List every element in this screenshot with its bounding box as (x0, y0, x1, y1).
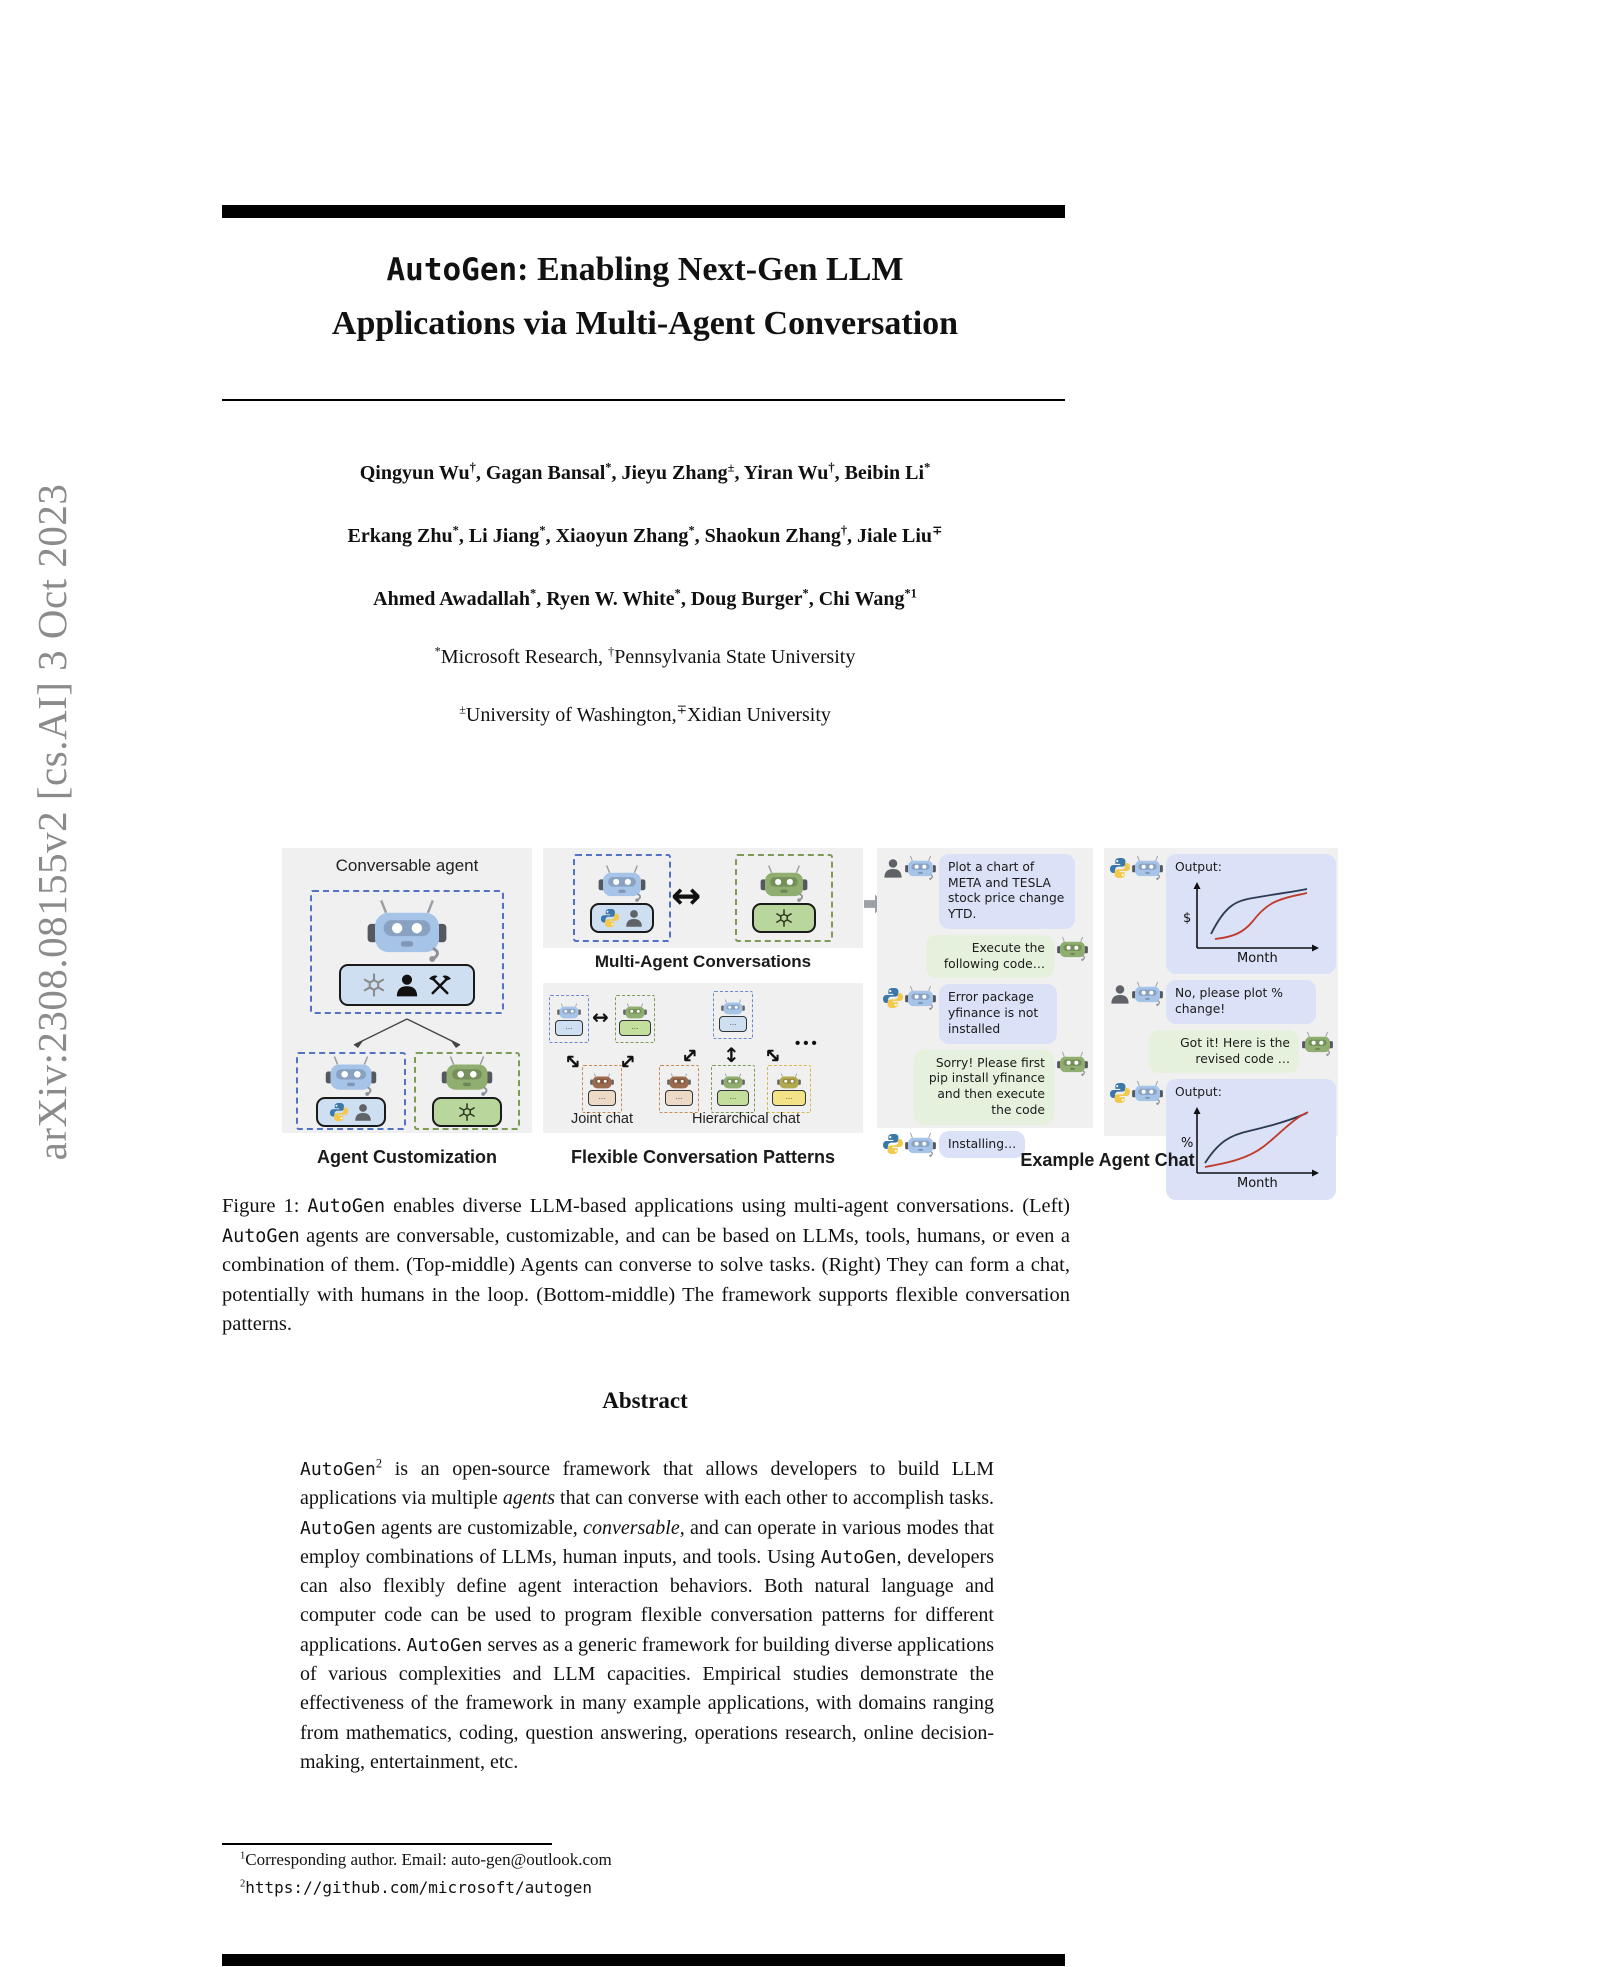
robot-head-icon (623, 1003, 647, 1019)
avatar-group (1109, 854, 1163, 880)
chat-bubble: Got it! Here is the revised code … (1149, 1030, 1299, 1073)
agent-backend-box (432, 1097, 502, 1127)
joint-arrow-h: ↔ (592, 1005, 609, 1029)
agent-backend-box (339, 964, 475, 1006)
executor-robot-icon (905, 985, 936, 1010)
chat-bubble: No, please plot % change! (1166, 980, 1316, 1023)
percent-change-chart (1175, 1103, 1327, 1194)
mini-agent-green (711, 1065, 755, 1113)
robot-head-icon (721, 999, 745, 1015)
llm-icon (774, 908, 794, 928)
chat-bubble: Error package yfinance is not installed (939, 984, 1057, 1043)
robot-icon-blue (325, 1055, 377, 1096)
joint-arrow-dl: ↔ (558, 1046, 588, 1076)
abstract-body: AutoGen$^2$ is an open-source framework that allows developers to build LLM applications via multiple agents that can converse with each other to accomplish tasks. AutoGen agents are customizable, conversable, and can operate in various modes that employ combinations of LLMs, human inputs, and tools. Using AutoGen, developers can also flexibly define agent interaction behaviors. Both natural language and computer code can be used to program flexible conversation patterns for different applications. AutoGen serves as a generic framework for building diverse applications of various complexities and LLM capacities. Empirical studies demonstrate the effectiveness of the framework in many example applications, with domains ranging from mathematics, coding, question answering, operations research, online decision-making, entertainment, etc. (300, 1456, 995, 1773)
user-icon (882, 857, 904, 879)
authors-line-3: Ahmed Awadallah*, Ryen W. White*, Doug Burger*, Chi Wang$^{*1}$ (373, 586, 917, 610)
mini-device: ... (719, 1016, 747, 1032)
python-icon (1109, 1082, 1131, 1104)
robot-head-icon (667, 1073, 691, 1089)
agent-backend-box (752, 903, 816, 933)
example-agent-chat-caption: Example Agent Chat (1020, 1150, 1195, 1170)
custom-agent-llm (414, 1052, 520, 1130)
hier-arrow-dl: ↔ (674, 1040, 704, 1070)
chat-message (882, 854, 1088, 929)
hier-arrow-v: ↕ (723, 1043, 740, 1067)
avatar-group (1057, 935, 1088, 961)
footnote-1 (240, 1850, 612, 1870)
avatar-group (1302, 1030, 1333, 1056)
chat-message (1109, 854, 1333, 974)
robot-icon-green (441, 1055, 493, 1096)
joint-chat-label: Joint chat (570, 1111, 634, 1127)
mini-device: ... (588, 1090, 616, 1106)
chat-message (882, 1050, 1088, 1125)
chat-message (1109, 980, 1333, 1023)
human-icon (394, 972, 420, 998)
mini-device: ... (665, 1090, 693, 1106)
conversable-agent-title: Conversable agent (335, 856, 479, 875)
avatar-group (1057, 1050, 1088, 1076)
robot-head-icon (557, 1003, 581, 1019)
conversation-arrow: ↔ (671, 876, 702, 917)
robot-icon-green (760, 864, 808, 902)
mini-device: ... (717, 1090, 749, 1106)
joint-arrow-dr: ↔ (612, 1046, 642, 1076)
stock-price-chart (1175, 878, 1327, 969)
hierarchical-chat-label: Hierarchical chat (692, 1111, 800, 1127)
footnote-1-text: Corresponding author. Email: auto-gen@outlook.com (245, 1850, 612, 1869)
agent-box-green (735, 854, 833, 942)
llm-icon (457, 1102, 477, 1122)
mini-agent-green (615, 995, 655, 1043)
human-icon (624, 908, 644, 928)
custom-agent-human-tool (296, 1052, 406, 1130)
specialization-arrows (322, 1017, 492, 1051)
assistant-robot-icon (1057, 936, 1088, 961)
output-bubble (1166, 854, 1336, 974)
figure-1 (225, 845, 1390, 1190)
figure-1-caption: Figure 1: AutoGen enables diverse LLM-based applications using multi-agent conversations. (Left) AutoGen agents are conversable, customizable, and can be based on LLMs, tools, humans, or even a combination of them. (Top-middle) Agents can converse to solve tasks. (Right) They can form a chat, potentially with humans in the loop. (Bottom-middle) The framework supports flexible conversation patterns. (222, 1195, 1070, 1335)
chat-bubble: Installing… (939, 1131, 1025, 1159)
bottom-rule (222, 1954, 1065, 1966)
affiliations-line-1: *Microsoft Research, †Pennsylvania State University (434, 644, 856, 668)
affiliations-line-2: ±University of Washington,∓Xidian University (459, 702, 831, 726)
python-icon (1109, 857, 1131, 879)
chat-column-1 (877, 848, 1093, 1151)
agent-customization-caption: Agent Customization (317, 1147, 497, 1167)
mini-agent-blue (713, 991, 753, 1039)
mini-device: ... (555, 1020, 583, 1036)
output-label: Output: (1175, 860, 1222, 874)
multi-agent-conversations-label: Multi-Agent Conversations (594, 952, 812, 971)
mini-agent-blue (549, 995, 589, 1043)
avatar-group (882, 984, 936, 1010)
human-icon (353, 1102, 373, 1122)
chat-message (1109, 1079, 1333, 1199)
chat-message (882, 935, 1088, 978)
chat-message (882, 984, 1088, 1043)
tools-icon (427, 972, 453, 998)
conversable-agent-box (310, 890, 504, 1014)
robot-icon-blue (598, 864, 646, 902)
python-icon (882, 987, 904, 1009)
footnote-1-marker: 1 (240, 1850, 246, 1862)
chat-message (1109, 1030, 1333, 1073)
footnote-2-marker: 2 (240, 1878, 246, 1890)
hier-arrow-dr: ↔ (758, 1040, 788, 1070)
executor-robot-icon (1132, 1080, 1163, 1105)
mini-device: ... (619, 1020, 651, 1036)
mini-agent-brown (659, 1065, 699, 1113)
paper-title (222, 243, 1068, 351)
robot-head-icon (590, 1073, 614, 1089)
abstract-heading: Abstract (602, 1388, 688, 1413)
flexible-patterns-caption: Flexible Conversation Patterns (570, 1147, 836, 1167)
assistant-robot-icon (1057, 1051, 1088, 1076)
title-line-2: Applications via Multi-Agent Conversation (331, 305, 959, 342)
title-autogen: AutoGen (386, 252, 518, 288)
agent-backend-box (316, 1097, 386, 1127)
avatar-group (882, 854, 936, 880)
robot-head-icon (721, 1073, 745, 1089)
paper-page: arXiv:2308.08155v2 [cs.AI] 3 Oct 2023 AutoGen: Enabling Next-Gen LLM Applications via Multi-Agent Conversation Qingyun Wu†, Gagan Bansal*, Jieyu Zhang±, Yiran Wu†, Beibin Li* Erkang Zhu*, Li Jiang*, Xiaoyun Zhang*, Shaokun Zhang†, Jiale Liu∓ Ahmed Awadallah*, Ryen W. White*, Doug Burger*, Chi Wang$^{*1}$ *Microsoft Research, †Pennsylvania State University ±University of Washington,∓Xidian University Conversable agent Agent Customization ↔ Multi-Agent Conversations ... ↔ ... ↔ ↔ ... Joint chat ... ↔ ↕ ↔ ... ... ... Hierarchical chat ••• Flexible Conversation Patterns Plot a chart of META and TESLA stock price change YTD. Execute the following code… Error package yfinance is not installed Sorry! Please first pip install yfinance and then execute the code Installing… Output: $ Month No, please plot % change! Got it! Here is the revised code … Output: % Month Example Agent Chat Figure 1: AutoGen enables diverse LLM-based applications using multi-agent conversations. (Left) AutoGen agents are conversable, customizable, and can be based on LLMs, tools, humans, or even a combination of them. (Top-middle) Agents can converse to solve tasks. (Right) They can form a chat, potentially with humans in the loop. (Bottom-middle) The framework supports flexible conversation patterns. Abstract AutoGen$^2$ is an open-source framework that allows developers to build LLM applications via multiple agents that can converse with each other to accomplish tasks. AutoGen agents are customizable, conversable, and can operate in various modes that employ combinations of LLMs, human inputs, and tools. Using AutoGen, developers can also flexibly define agent interaction behaviors. Both natural language and computer code can be used to program flexible conversation patterns for different applications. AutoGen serves as a generic framework for building diverse applications of various complexities and LLM capacities. Empirical studies demonstrate the effectiveness of the framework in many example applications, with domains ranging from mathematics, coding, question answering, operations research, online decision-making, entertainment, etc. $^1$Corresponding author. Email: auto-gen@outlook.com $^2$https://github.com/microsoft/autogen (0, 0, 1615, 1967)
user-icon (1109, 983, 1131, 1005)
footnote-rule (222, 1843, 552, 1845)
conversation-patterns-panel (543, 983, 863, 1133)
chat-bubble: Sorry! Please first pip install yfinance and then execute the code (914, 1050, 1054, 1125)
y-axis-label: $ (1183, 910, 1192, 926)
assistant-robot-icon (1132, 981, 1163, 1006)
output-label: Output: (1175, 1085, 1222, 1100)
llm-icon (361, 972, 387, 998)
python-icon (329, 1102, 349, 1122)
x-axis-label: Month (1237, 1176, 1278, 1190)
output-bubble (1166, 1079, 1336, 1199)
python-icon (600, 908, 620, 928)
mini-agent-brown (582, 1065, 622, 1113)
avatar-group (1109, 1079, 1163, 1105)
x-axis-label: Month (1237, 950, 1278, 964)
footnote-2 (240, 1878, 592, 1898)
authors-line-1: Qingyun Wu†, Gagan Bansal*, Jieyu Zhang±, Yiran Wu†, Beibin Li* (359, 460, 931, 484)
chat-bubble: Execute the following code… (926, 935, 1054, 978)
authors-line-2: Erkang Zhu*, Li Jiang*, Xiaoyun Zhang*, Shaokun Zhang†, Jiale Liu∓ (347, 523, 943, 547)
mini-device: ... (772, 1090, 806, 1106)
y-axis-label: % (1181, 1136, 1194, 1152)
conversable-agent-panel (282, 848, 532, 1133)
mini-agent-yellow (767, 1065, 811, 1113)
top-rule (222, 205, 1065, 218)
github-repo-link[interactable]: https://github.com/microsoft/autogen (245, 1878, 593, 1897)
agent-backend-box (590, 903, 654, 933)
agent-box-blue (573, 854, 671, 942)
robot-icon (366, 898, 448, 962)
title-line-1: AutoGen: Enabling Next-Gen LLM (386, 251, 904, 288)
robot-head-icon (777, 1073, 801, 1089)
assistant-robot-icon (905, 855, 936, 880)
chat-bubble: Plot a chart of META and TESLA stock price change YTD. (939, 854, 1075, 929)
executor-robot-icon (1132, 855, 1163, 880)
assistant-robot-icon (1302, 1031, 1333, 1056)
title-rule (222, 399, 1065, 401)
multi-agent-panel (543, 848, 863, 948)
more-patterns-ellipsis: ••• (795, 1035, 820, 1052)
avatar-group (1109, 980, 1163, 1006)
